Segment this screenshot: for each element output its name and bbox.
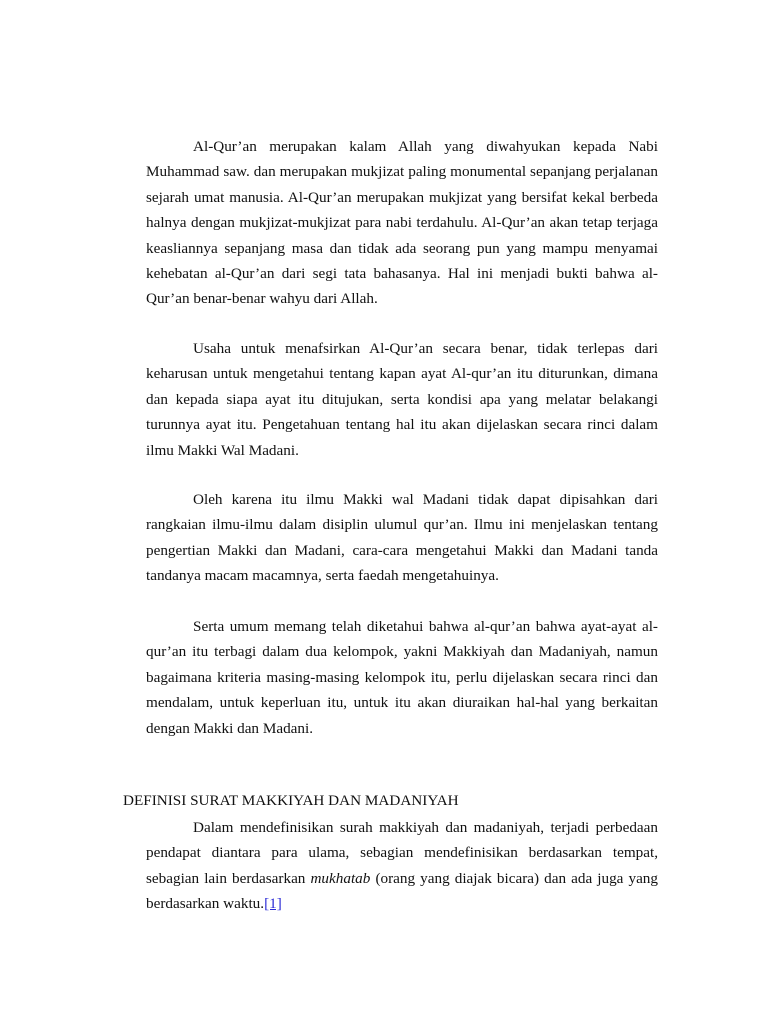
footnote-link[interactable]: [1] [264, 895, 282, 913]
definisi-text-after: (orang yang diajak bicara) dan ada juga yang berdasarkan waktu. [146, 869, 658, 913]
section-heading: DEFINISI SURAT MAKKIYAH DAN MADANIYAH [123, 792, 459, 809]
definisi-italic-term: mukhatab [310, 869, 371, 887]
paragraph-definisi [146, 815, 658, 917]
paragraph-intro: Al-Qur’an merupakan kalam Allah yang diwahyukan kepada Nabi Muhammad saw. dan merupakan mukjizat paling monumental sepanjang perjalanan sejarah umat manusia. Al-Qur’an merupakan mukjizat yang bersifat kekal berbeda halnya dengan mukjizat-mukjizat para nabi terdahulu. Al-Qur’an akan tetap terjaga keasliannya sepanjang masa dan tidak ada seorang pun yang mampu menyamai kehebatan al-Qur’an dari segi tata bahasanya. Hal ini menjadi bukti bahwa al-Qur’an benar-benar wahyu dari Allah. [146, 138, 658, 308]
definisi-text-before: Dalam mendefinisikan surah makkiyah dan madaniyah, terjadi perbedaan pendapat diantara para ulama, sebagian mendefinisikan berdasarkan tempat, sebagian lain berdasarkan [146, 819, 658, 887]
paragraph-tafsir: Usaha untuk menafsirkan Al-Qur’an secara benar, tidak terlepas dari keharusan untuk mengetahui tentang kapan ayat Al-qur’an itu diturunkan, dimana dan kepada siapa ayat itu ditujukan, serta kondisi apa yang melatar belakangi turunnya ayat itu. Pengetahuan tentang hal itu akan dijelaskan secara rinci dalam ilmu Makki Wal Madani. [146, 340, 658, 459]
paragraph-ilmu: Oleh karena itu ilmu Makki wal Madani tidak dapat dipisahkan dari rangkaian ilmu-ilmu dalam disiplin ulumul qur’an. Ilmu ini menjelaskan tentang pengertian Makki dan Madani, cara-cara mengetahui Makki dan Madani tanda tandanya macam macamnya, serta faedah mengetahuinya. [146, 491, 658, 585]
paragraph-kelompok: Serta umum memang telah diketahui bahwa al-qur’an bahwa ayat-ayat al-qur’an itu terbagi dalam dua kelompok, yakni Makkiyah dan Madaniyah, namun bagaimana kriteria masing-masing kelompok itu, perlu dijelaskan secara rinci dan mendalam, untuk keperluan itu, untuk itu akan diuraikan hal-hal yang berkaitan dengan Makki dan Madani. [146, 618, 658, 737]
